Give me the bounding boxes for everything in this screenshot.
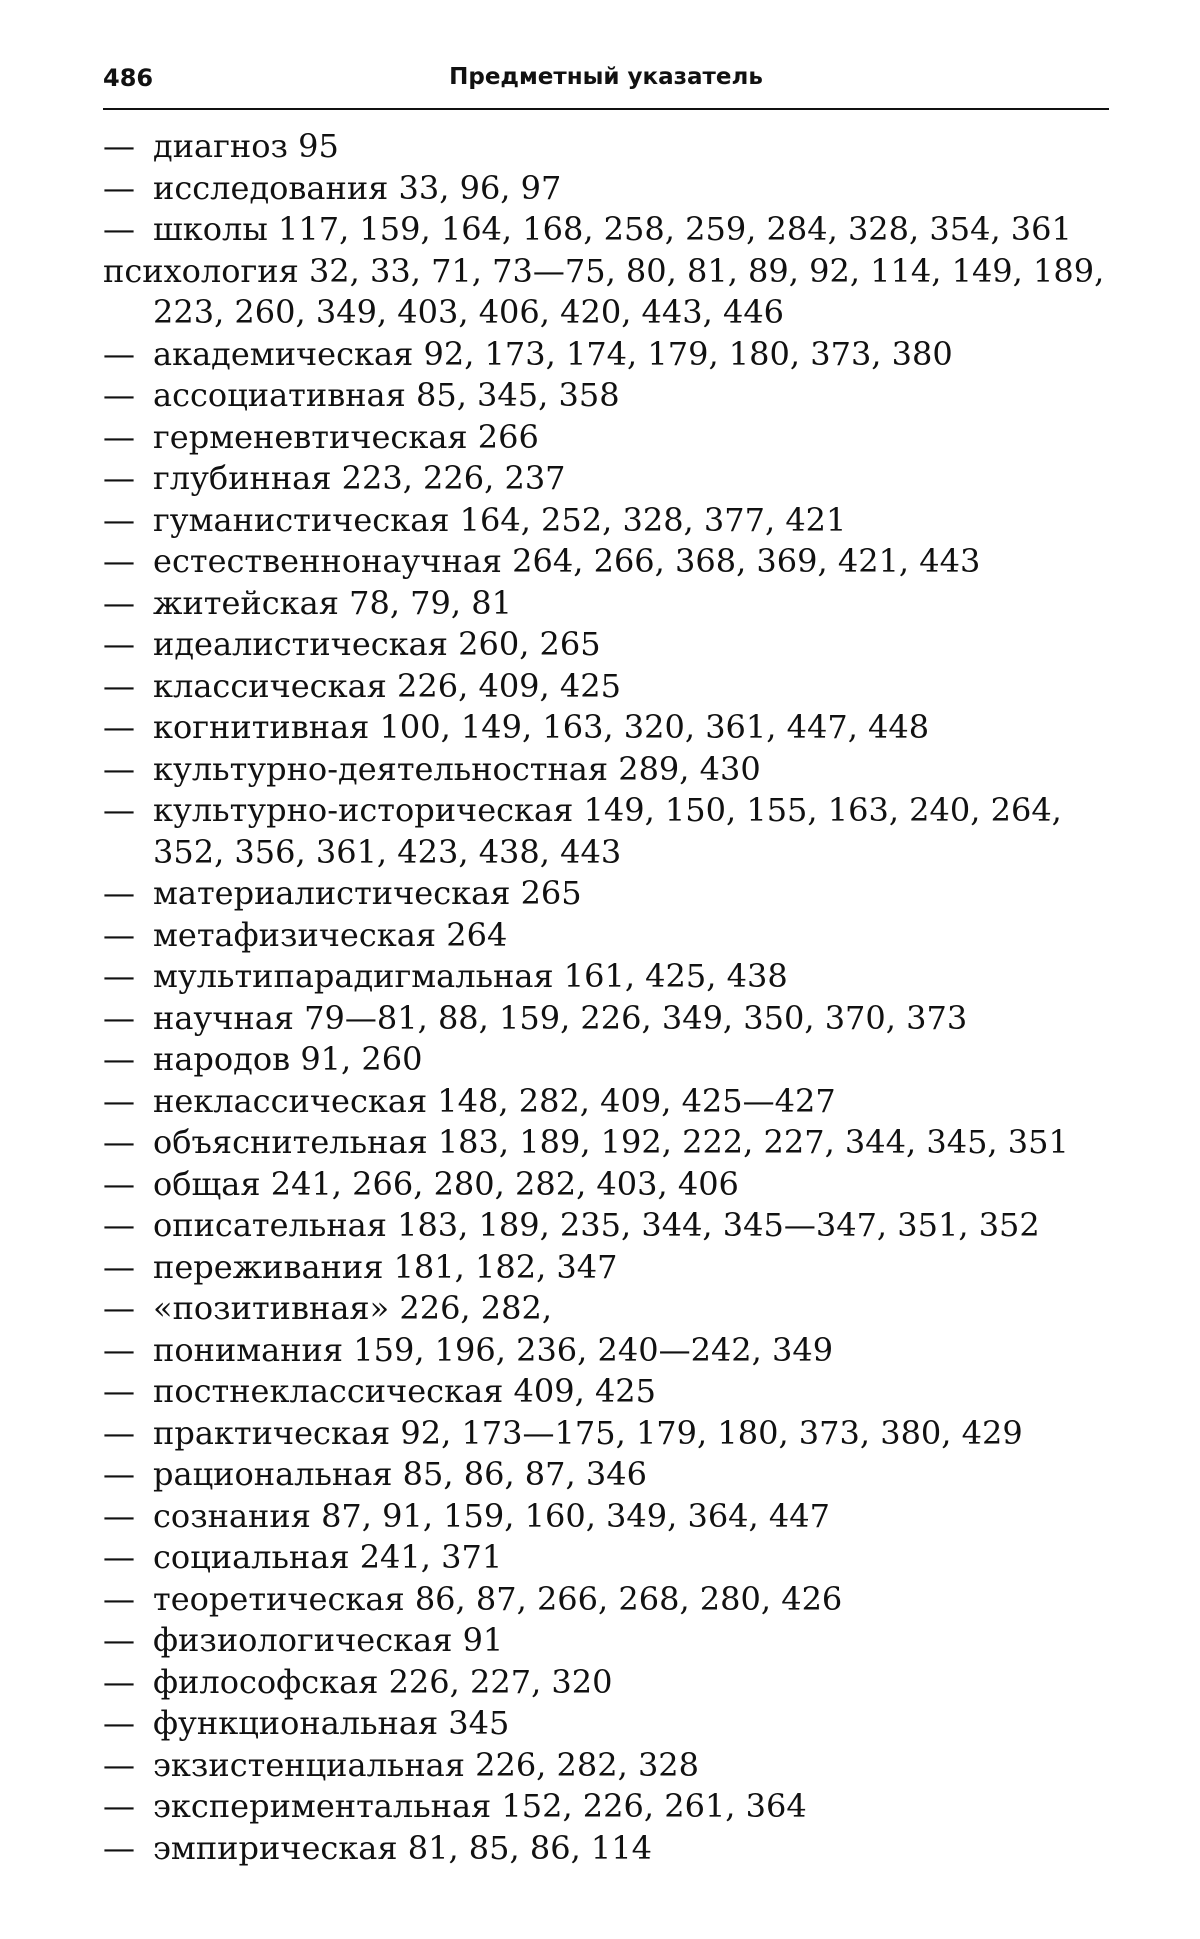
subentry-dash: — — [103, 1745, 135, 1784]
entry-text: сознания 87, 91, 159, 160, 349, 364, 447 — [153, 1496, 830, 1535]
entry-text: мультипарадигмальная 161, 425, 438 — [153, 957, 788, 995]
subentry-dash: — — [103, 1247, 135, 1286]
subentry-dash: — — [103, 1123, 135, 1161]
index-subentry — [103, 1122, 1113, 1164]
entry-text: диагноз 95 — [153, 127, 339, 165]
entry-text: экзистенциальная 226, 282, 328 — [153, 1745, 700, 1784]
subentry-dash: — — [103, 1828, 135, 1867]
index-subentry — [103, 1703, 1113, 1745]
subentry-dash: — — [103, 791, 135, 829]
subentry-dash: — — [103, 1081, 135, 1120]
running-title: Предметный указатель — [449, 64, 763, 90]
index-subentry — [103, 417, 1113, 459]
subentry-dash: — — [103, 1164, 135, 1203]
entry-text: практическая 92, 173—175, 179, 180, 373, 380, 429 — [153, 1413, 1023, 1452]
entry-text: школы 117, 159, 164, 168, 258, 259, 284, 328, 354, 361 — [153, 210, 1072, 248]
subentry-dash: — — [103, 1787, 135, 1825]
subentry-dash: — — [103, 376, 135, 414]
entry-text: физиологическая 91 — [153, 1621, 504, 1659]
subentry-dash: — — [103, 1496, 135, 1535]
entry-text: неклассическая 148, 282, 409, 425—427 — [153, 1081, 836, 1120]
subentry-dash: — — [103, 1413, 135, 1452]
index-subentry — [103, 1828, 1113, 1870]
subentry-dash: — — [103, 417, 135, 456]
index-subentry — [103, 956, 1113, 998]
index-subentry — [103, 500, 1113, 542]
index-subentry — [103, 1330, 1113, 1372]
entry-text: объяснительная 183, 189, 192, 222, 227, 344, 345, 351 — [153, 1123, 1069, 1161]
subject-index — [103, 126, 1113, 1869]
index-subentry — [103, 666, 1113, 708]
index-subentry — [103, 209, 1113, 251]
subentry-dash: — — [103, 1704, 135, 1742]
entry-text: когнитивная 100, 149, 163, 320, 361, 447, 448 — [153, 708, 930, 746]
subentry-dash: — — [103, 168, 135, 207]
index-subentry — [103, 624, 1113, 666]
index-subentry — [103, 790, 1113, 873]
index-subentry — [103, 168, 1113, 210]
entry-text: естественнонаучная 264, 266, 368, 369, 421, 443 — [153, 542, 981, 580]
header-rule — [103, 108, 1109, 110]
index-subentry — [103, 583, 1113, 625]
index-subentry — [103, 1786, 1113, 1828]
entry-text: герменевтическая 266 — [153, 417, 539, 456]
subentry-dash: — — [103, 127, 135, 165]
subentry-dash: — — [103, 1372, 135, 1410]
index-subentry — [103, 1413, 1113, 1455]
subentry-dash: — — [103, 874, 135, 912]
subentry-dash: — — [103, 334, 135, 373]
entry-text: переживания 181, 182, 347 — [153, 1247, 618, 1286]
page-header — [103, 58, 1109, 102]
subentry-dash: — — [103, 1040, 135, 1078]
entry-text: идеалистическая 260, 265 — [153, 625, 601, 663]
subentry-dash: — — [103, 583, 135, 622]
index-subentry — [103, 1247, 1113, 1289]
subentry-dash: — — [103, 749, 135, 788]
index-subentry — [103, 915, 1113, 957]
entry-text: психология 32, 33, 71, 73—75, 80, 81, 89, 92, 114, 149, 189, 223, 260, 349, 403, 406, 420, 443, 446 — [103, 251, 1105, 331]
index-subentry — [103, 1662, 1113, 1704]
index-subentry — [103, 375, 1113, 417]
subentry-dash: — — [103, 1206, 135, 1244]
index-subentry — [103, 458, 1113, 500]
entry-text: культурно-историческая 149, 150, 155, 163, 240, 264, 352, 356, 361, 423, 438, 443 — [153, 791, 1062, 871]
entry-text: «позитивная» 226, 282, — [153, 1289, 553, 1327]
index-subentry — [103, 1164, 1113, 1206]
entry-text: материалистическая 265 — [153, 874, 582, 912]
index-subentry — [103, 1039, 1113, 1081]
index-subentry — [103, 1579, 1113, 1621]
entry-text: теоретическая 86, 87, 266, 268, 280, 426 — [153, 1579, 843, 1618]
subentry-dash: — — [103, 1579, 135, 1618]
subentry-dash: — — [103, 708, 135, 746]
entry-text: житейская 78, 79, 81 — [153, 583, 512, 622]
entry-text: культурно-деятельностная 289, 430 — [153, 749, 761, 788]
entry-text: народов 91, 260 — [153, 1040, 423, 1078]
index-subentry — [103, 334, 1113, 376]
subentry-dash: — — [103, 1662, 135, 1701]
subentry-dash: — — [103, 542, 135, 580]
entry-text: научная 79—81, 88, 159, 226, 349, 350, 370, 373 — [153, 998, 968, 1037]
subentry-dash: — — [103, 998, 135, 1037]
subentry-dash: — — [103, 210, 135, 248]
subentry-dash: — — [103, 1330, 135, 1369]
index-subentry — [103, 998, 1113, 1040]
index-subentry — [103, 1745, 1113, 1787]
index-entry — [103, 251, 1113, 334]
index-subentry — [103, 1371, 1113, 1413]
subentry-dash: — — [103, 666, 135, 705]
index-subentry — [103, 1537, 1113, 1579]
index-subentry — [103, 749, 1113, 791]
index-subentry — [103, 1620, 1113, 1662]
page-number: 486 — [103, 64, 154, 92]
subentry-dash: — — [103, 459, 135, 497]
index-subentry — [103, 126, 1113, 168]
entry-text: постнеклассическая 409, 425 — [153, 1372, 657, 1410]
index-subentry — [103, 873, 1113, 915]
entry-text: экспериментальная 152, 226, 261, 364 — [153, 1787, 807, 1825]
entry-text: социальная 241, 371 — [153, 1538, 503, 1576]
entry-text: глубинная 223, 226, 237 — [153, 459, 566, 497]
index-subentry — [103, 1205, 1113, 1247]
index-subentry — [103, 1288, 1113, 1330]
subentry-dash: — — [103, 500, 135, 539]
entry-text: академическая 92, 173, 174, 179, 180, 373, 380 — [153, 334, 953, 373]
entry-text: функциональная 345 — [153, 1704, 510, 1742]
subentry-dash: — — [103, 1538, 135, 1576]
entry-text: гуманистическая 164, 252, 328, 377, 421 — [153, 500, 847, 539]
index-subentry — [103, 1496, 1113, 1538]
subentry-dash: — — [103, 1289, 135, 1327]
subentry-dash: — — [103, 1455, 135, 1493]
subentry-dash: — — [103, 625, 135, 663]
subentry-dash: — — [103, 915, 135, 954]
index-subentry — [103, 1081, 1113, 1123]
entry-text: классическая 226, 409, 425 — [153, 666, 621, 705]
subentry-dash: — — [103, 957, 135, 995]
entry-text: метафизическая 264 — [153, 915, 508, 954]
index-subentry — [103, 1454, 1113, 1496]
index-subentry — [103, 541, 1113, 583]
entry-text: рациональная 85, 86, 87, 346 — [153, 1455, 647, 1493]
entry-text: философская 226, 227, 320 — [153, 1662, 613, 1701]
subentry-dash: — — [103, 1621, 135, 1659]
entry-text: понимания 159, 196, 236, 240—242, 349 — [153, 1330, 834, 1369]
entry-text: ассоциативная 85, 345, 358 — [153, 376, 620, 414]
entry-text: общая 241, 266, 280, 282, 403, 406 — [153, 1164, 739, 1203]
entry-text: исследования 33, 96, 97 — [153, 168, 562, 207]
index-subentry — [103, 707, 1113, 749]
entry-text: описательная 183, 189, 235, 344, 345—347, 351, 352 — [153, 1206, 1040, 1244]
entry-text: эмпирическая 81, 85, 86, 114 — [153, 1828, 652, 1867]
